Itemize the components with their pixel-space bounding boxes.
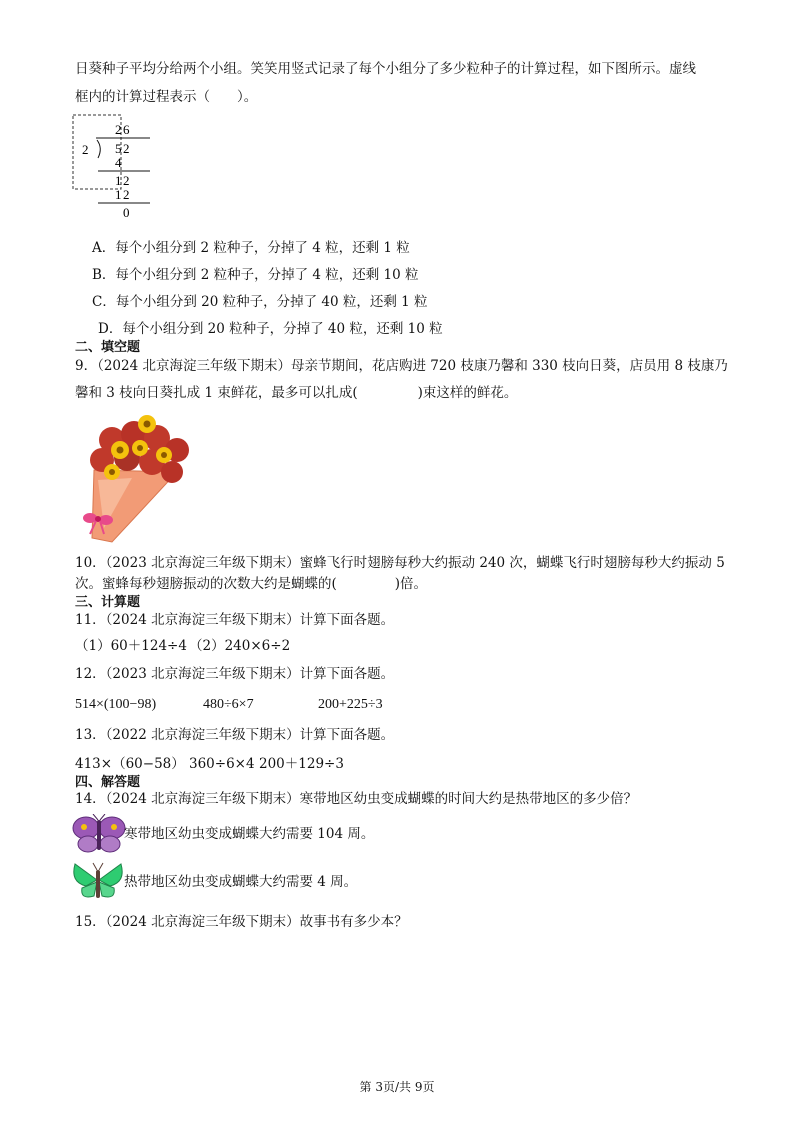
option-d: D．每个小组分到 20 粒种子，分掉了 40 粒，还剩 10 粒	[98, 321, 443, 337]
option-b: B．每个小组分到 2 粒种子，分掉了 4 粒，还剩 10 粒	[92, 267, 419, 283]
long-division-figure	[70, 112, 160, 224]
division-bracket	[97, 140, 100, 158]
q10-line-2-part-b: )倍。	[394, 576, 428, 592]
bouquet-illustration	[72, 410, 202, 545]
q9-line-1: 9．（2024 北京海淀三年级下期末）母亲节期间，花店购进 720 枝康乃馨和 330 枝向日葵，店员用 8 枝康乃	[75, 358, 728, 374]
step2-digit-1: 1	[115, 173, 122, 188]
divisor: 2	[82, 142, 89, 157]
q13-item-2: 360÷6×4	[189, 756, 255, 772]
q9-line-2-part-a: 馨和 3 枝向日葵扎成 1 束鲜花，最多可以扎成(	[75, 385, 358, 401]
remainder: 0	[123, 205, 130, 220]
q12-item-3: 200+225÷3	[318, 697, 383, 712]
q10-line-2	[75, 575, 427, 594]
option-c: C．每个小组分到 20 粒种子，分掉了 40 粒，还剩 1 粒	[92, 294, 428, 310]
step2-digit-2: 2	[123, 173, 130, 188]
q11-item-2: （2）240×6÷2	[189, 638, 291, 654]
step3-digit-2: 2	[123, 187, 130, 202]
q12-item-1: 514×(100−98)	[75, 697, 157, 712]
green-butterfly-icon	[72, 860, 124, 902]
step3-digit-1: 1	[115, 187, 122, 202]
q14-hot-region-text: 热带地区幼虫变成蝴蝶大约需要 4 周。	[124, 874, 358, 890]
section-heading-calculation: 三、计算题	[75, 595, 141, 610]
option-a: A．每个小组分到 2 粒种子，分掉了 4 粒，还剩 1 粒	[92, 240, 410, 256]
section-heading-fill-in: 二、填空题	[75, 340, 141, 355]
dividend-digit-2: 2	[123, 141, 130, 156]
q14-title: 14．（2024 北京海淀三年级下期末）寒带地区幼虫变成蝴蝶的时间大约是热带地区的多少倍？	[75, 791, 638, 807]
q11-item-1: （1）60＋124÷4	[75, 638, 187, 654]
q9-line-2-part-b: )束这样的鲜花。	[417, 385, 518, 401]
dividend-digit-1: 5	[115, 141, 122, 156]
q10-line-2-part-a: 次。蜜蜂每秒翅膀振动的次数大约是蝴蝶的(	[75, 576, 337, 592]
intro-line-1: 日葵种子平均分给两个小组。笑笑用竖式记录了每个小组分了多少粒种子的计算过程，如下图所示。虚线	[75, 61, 696, 77]
q12-item-2: 480÷6×7	[203, 697, 254, 712]
page-footer: 第 3页/共 9页	[359, 1080, 435, 1094]
q15-title: 15．（2024 北京海淀三年级下期末）故事书有多少本？	[75, 914, 408, 930]
q13-title: 13．（2022 北京海淀三年级下期末）计算下面各题。	[75, 727, 395, 743]
q13-item-1: 413×（60−58）	[75, 756, 185, 772]
dashed-box	[73, 115, 121, 189]
purple-butterfly-icon	[72, 814, 126, 854]
q10-line-1: 10．（2023 北京海淀三年级下期末）蜜蜂飞行时翅膀每秒大约振动 240 次，蝴蝶飞行时翅膀每秒大约振动 5	[75, 555, 725, 571]
q13-item-3: 200＋129÷3	[259, 756, 344, 772]
q11-title: 11．（2024 北京海淀三年级下期末）计算下面各题。	[75, 612, 395, 628]
q14-cold-region-text: 寒带地区幼虫变成蝴蝶大约需要 104 周。	[124, 826, 375, 842]
quotient-digit-1: 2	[115, 122, 122, 137]
section-heading-answer: 四、解答题	[75, 775, 141, 790]
intro-line-2: 框内的计算过程表示（ ）。	[75, 89, 258, 105]
quotient-digit-2: 6	[123, 122, 130, 137]
step1-value: 4	[115, 155, 122, 170]
q12-title: 12．（2023 北京海淀三年级下期末）计算下面各题。	[75, 666, 395, 682]
q9-line-2	[75, 384, 517, 403]
